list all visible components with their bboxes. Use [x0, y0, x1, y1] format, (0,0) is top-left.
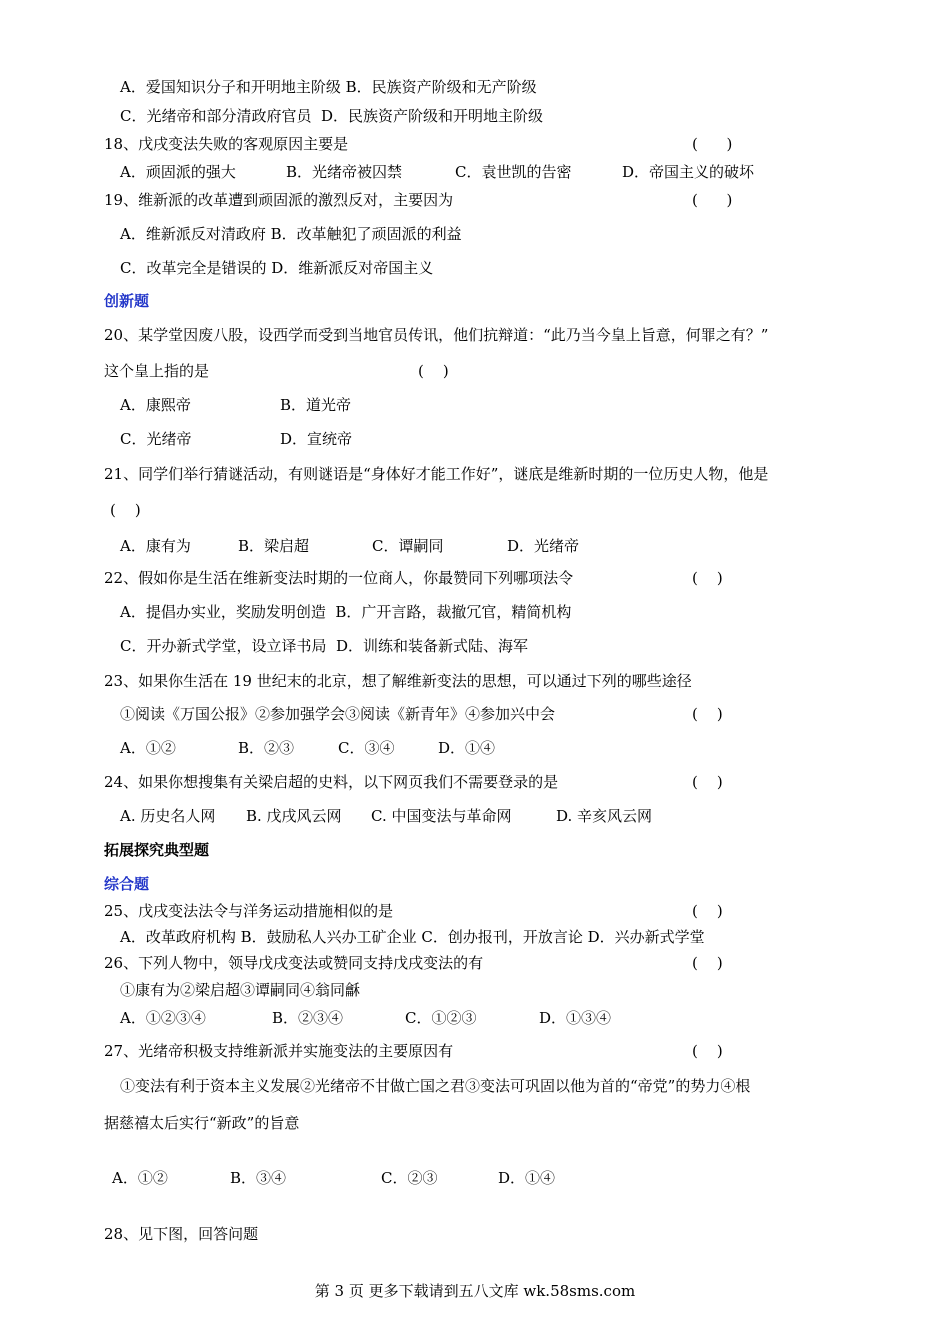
q18-option-b: B．光绪帝被囚禁 — [286, 163, 403, 181]
q26-answer-blank: ( ) — [692, 954, 723, 972]
q25-options-line: A．改革政府机构 B．鼓励私人兴办工矿企业 C．创办报刊，开放言论 D．兴办新式学堂 — [120, 928, 705, 946]
q27-stem: 27、光绪帝积极支持维新派并实施变法的主要原因有 — [104, 1042, 454, 1060]
q27-answer-blank: ( ) — [692, 1042, 723, 1060]
q20-stem-line2: 这个皇上指的是 — [104, 362, 210, 380]
q20-option-a: A．康熙帝 — [120, 396, 191, 414]
q19-answer-blank: ( ) — [692, 191, 733, 209]
q24-answer-blank: ( ) — [692, 773, 723, 791]
q26-option-a: A．①②③④ — [120, 1009, 206, 1027]
q26-choices: ①康有为②梁启超③谭嗣同④翁同龢 — [120, 981, 361, 999]
q18-option-a: A．顽固派的强大 — [120, 163, 236, 181]
q26-stem: 26、下列人物中，领导戊戌变法或赞同支持戊戌变法的有 — [104, 954, 484, 972]
q18-option-d: D．帝国主义的破坏 — [622, 163, 755, 181]
q22-answer-blank: ( ) — [692, 569, 723, 587]
q23-choices: ①阅读《万国公报》②参加强学会③阅读《新青年》④参加兴中会 — [120, 705, 556, 723]
q23-option-b: B．②③ — [238, 739, 295, 757]
q21-option-a: A．康有为 — [120, 537, 191, 555]
q21-stem: 21、同学们举行猜谜活动，有则谜语是“身体好才能工作好”，谜底是维新时期的一位历史人物，他是 — [104, 465, 769, 483]
page-footer: 第 3 页 更多下载请到五八文库 wk.58sms.com — [314, 1282, 636, 1300]
q20-option-b: B．道光帝 — [280, 396, 352, 414]
q20-stem-line1: 20、某学堂因废八股，设西学而受到当地官员传讯，他们抗辩道：“此乃当今皇上旨意，何罪之有？” — [104, 326, 769, 344]
q25-stem: 25、戊戌变法法令与洋务运动措施相似的是 — [104, 902, 394, 920]
q23-option-d: D．①④ — [438, 739, 496, 757]
section-heading-comprehensive: 综合题 — [104, 875, 150, 893]
q28-stem: 28、见下图，回答问题 — [104, 1225, 259, 1243]
q23-answer-blank: ( ) — [692, 705, 723, 723]
q24-stem: 24、如果你想搜集有关梁启超的史料，以下网页我们不需要登录的是 — [104, 773, 559, 791]
section-heading-innovation: 创新题 — [104, 292, 150, 310]
q24-option-a: A. 历史名人网 — [120, 807, 216, 825]
q21-option-d: D．光绪帝 — [507, 537, 580, 555]
q20-answer-blank: ( ) — [418, 362, 449, 380]
q21-option-b: B．梁启超 — [238, 537, 310, 555]
q19-stem: 19、维新派的改革遭到顽固派的激烈反对，主要因为 — [104, 191, 454, 209]
q20-option-d: D．宣统帝 — [280, 430, 353, 448]
q20-option-c: C．光绪帝 — [120, 430, 192, 448]
q23-stem: 23、如果你生活在 19 世纪末的北京，想了解维新变法的思想，可以通过下列的哪些途径 — [104, 672, 692, 690]
q26-option-c: C．①②③ — [405, 1009, 477, 1027]
q27-option-b: B．③④ — [230, 1169, 287, 1187]
q18-option-c: C．袁世凯的告密 — [455, 163, 572, 181]
q18-stem: 18、戊戌变法失败的客观原因主要是 — [104, 135, 349, 153]
q26-option-d: D．①③④ — [539, 1009, 612, 1027]
q27-option-c: C．②③ — [381, 1169, 438, 1187]
q27-choices-line1: ①变法有利于资本主义发展②光绪帝不甘做亡国之君③变法可巩固以他为首的“帝党”的势力④根 — [120, 1077, 751, 1095]
q27-choices-line2: 据慈禧太后实行“新政”的旨意 — [104, 1114, 300, 1132]
q23-option-c: C．③④ — [338, 739, 395, 757]
q19-options-line1: A．维新派反对清政府 B．改革触犯了顽固派的利益 — [120, 225, 462, 243]
q22-stem: 22、假如你是生活在维新变法时期的一位商人，你最赞同下列哪项法令 — [104, 569, 574, 587]
q17-options-line1: A．爱国知识分子和开明地主阶级 B．民族资产阶级和无产阶级 — [120, 78, 537, 96]
q21-option-c: C．谭嗣同 — [372, 537, 444, 555]
q24-option-d: D. 辛亥风云网 — [556, 807, 653, 825]
q21-answer-blank: ( ) — [110, 501, 141, 519]
q22-options-line2: C．开办新式学堂，设立译书局 D．训练和装备新式陆、海军 — [120, 637, 529, 655]
q18-answer-blank: ( ) — [692, 135, 733, 153]
q25-answer-blank: ( ) — [692, 902, 723, 920]
q24-option-c: C. 中国变法与革命网 — [371, 807, 512, 825]
q19-options-line2: C．改革完全是错误的 D．维新派反对帝国主义 — [120, 259, 434, 277]
q27-option-a: A．①② — [112, 1169, 168, 1187]
q24-option-b: B. 戊戌风云网 — [246, 807, 342, 825]
section-heading-extend: 拓展探究典型题 — [104, 841, 210, 859]
q22-options-line1: A．提倡办实业，奖励发明创造 B．广开言路，裁撤冗官，精简机构 — [120, 603, 572, 621]
q23-option-a: A．①② — [120, 739, 176, 757]
q17-options-line2: C．光绪帝和部分清政府官员 D．民族资产阶级和开明地主阶级 — [120, 107, 544, 125]
q26-option-b: B．②③④ — [272, 1009, 344, 1027]
q27-option-d: D．①④ — [498, 1169, 556, 1187]
